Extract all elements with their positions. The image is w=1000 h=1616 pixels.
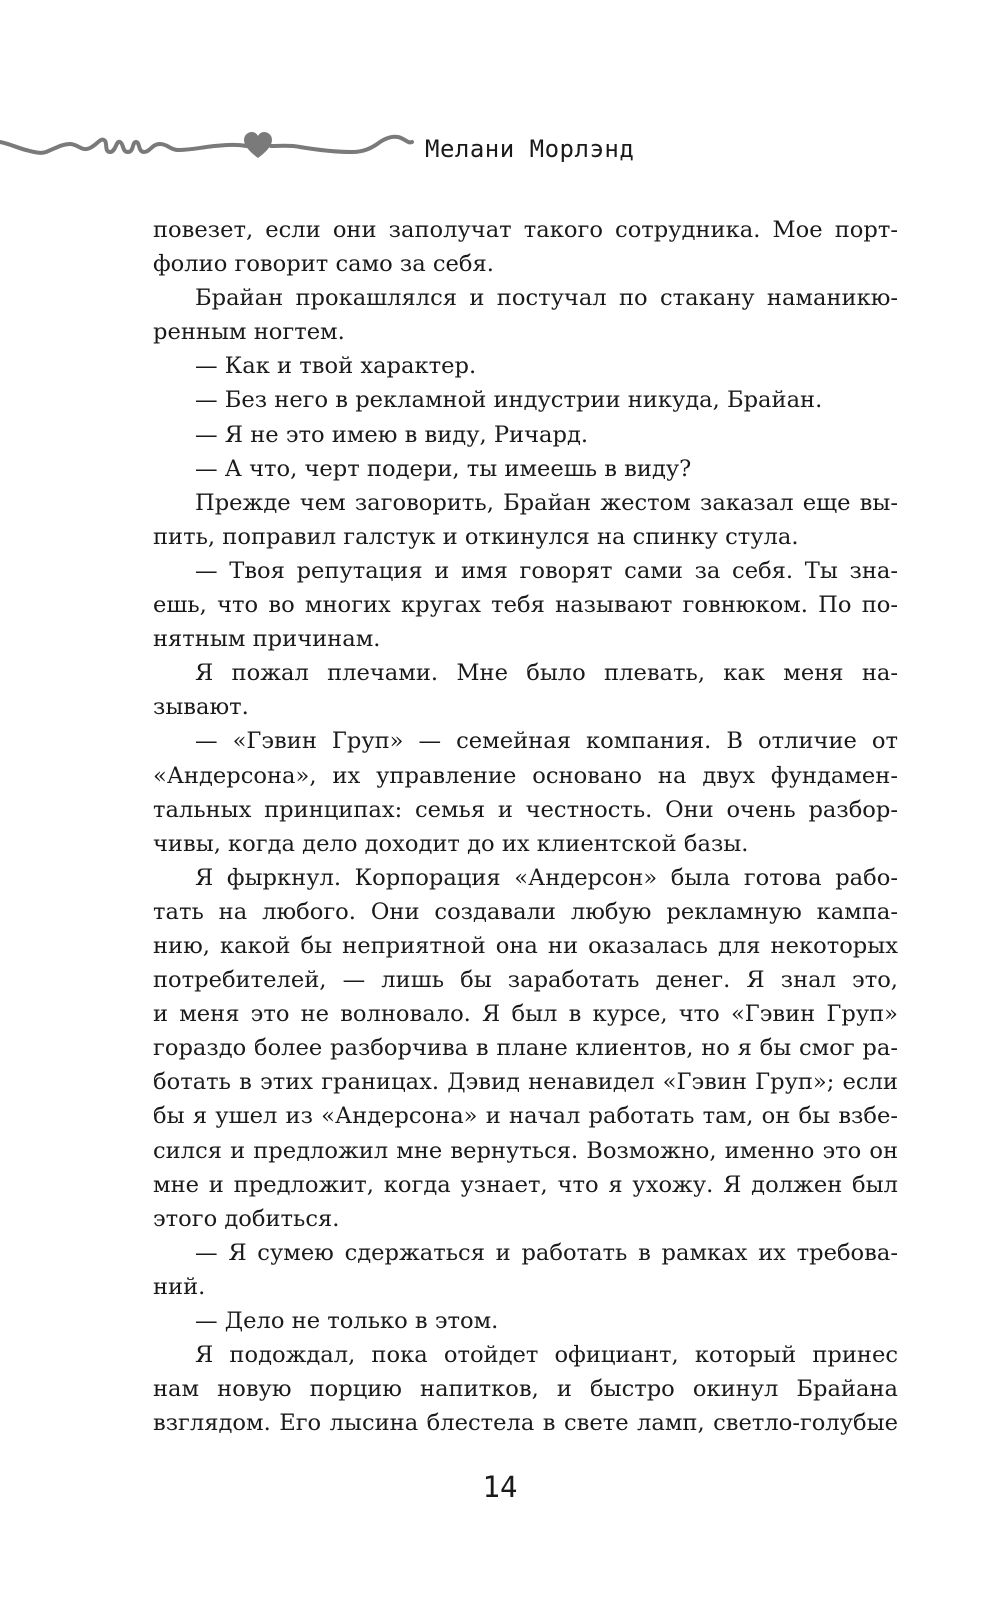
text-line: гораздо более разборчива в плане клиентов, но я бы смог ра-: [153, 1035, 898, 1062]
body-text: [153, 213, 898, 1440]
text-line: пить, поправил галстук и откинулся на спинку стула.: [153, 523, 799, 550]
text-line: повезет, если они заполучат такого сотрудника. Мое порт-: [153, 217, 898, 243]
text-line: — А что, черт подери, ты имеешь в виду?: [195, 455, 692, 482]
text-line: Я фыркнул. Корпорация «Андерсон» была готова рабо-: [195, 864, 898, 891]
page-number: 14: [482, 1470, 518, 1504]
text-line: — Дело не только в этом.: [195, 1308, 499, 1334]
text-line: Я пожал плечами. Мне было плевать, как меня на-: [195, 660, 898, 687]
text-line: фолио говорит само за себя.: [153, 251, 494, 278]
text-line: — «Гэвин Груп» — семейная компания. В отличие от: [195, 728, 898, 755]
text-line: мне и предложит, когда узнает, что я ухожу. Я должен был: [153, 1171, 898, 1198]
text-line: — Я сумею сдержаться и работать в рамках их требова-: [195, 1239, 898, 1266]
text-line: чивы, когда дело доходит до их клиентской базы.: [153, 830, 749, 857]
text-line: и меня это не волновало. Я был в курсе, что «Гэвин Груп»: [153, 1001, 898, 1028]
text-line: ний.: [153, 1273, 206, 1300]
text-line: нятным причинам.: [153, 626, 381, 653]
text-line: Прежде чем заговорить, Брайан жестом заказал еще вы-: [195, 489, 898, 516]
heart-icon: [244, 132, 272, 158]
text-line: Брайан прокашлялся и постучал по стакану наманикю-: [195, 285, 898, 312]
text-line: зывают.: [153, 694, 249, 721]
text-line: потребителей, — лишь бы заработать денег. Я знал это,: [153, 967, 898, 994]
text-line: ботать в этих границах. Дэвид ненавидел «Гэвин Груп»; если: [153, 1069, 898, 1096]
text-line: тальных принципах: семья и честность. Они очень разбор-: [153, 796, 898, 823]
text-line: этого добиться.: [153, 1205, 340, 1232]
text-line: — Я не это имею в виду, Ричард.: [195, 421, 589, 448]
text-line: ешь, что во многих кругах тебя называют говнюком. По по-: [153, 592, 898, 619]
text-line: ренным ногтем.: [153, 319, 345, 346]
text-line: нию, какой бы неприятной она ни оказалась для некоторых: [153, 932, 898, 959]
text-line: «Андерсона», их управление основано на двух фундамен-: [153, 762, 898, 789]
text-line: Я подождал, пока отойдет официант, который принес: [195, 1342, 898, 1369]
running-header: [0, 118, 1000, 178]
running-head-author: Мелани Морлэнд: [425, 135, 635, 163]
text-line: — Твоя репутация и имя говорят сами за себя. Ты зна-: [195, 557, 898, 584]
text-line: бы я ушел из «Андерсона» и начал работать там, он бы взбе-: [153, 1103, 898, 1130]
text-line: взглядом. Его лысина блестела в свете ламп, светло-голубые: [153, 1410, 898, 1437]
text-line: — Без него в рекламной индустрии никуда, Брайан.: [195, 387, 823, 414]
text-line: тать на любого. Они создавали любую рекламную кампа-: [153, 898, 898, 925]
text-line: — Как и твой характер.: [195, 353, 477, 380]
text-line: сился и предложил мне вернуться. Возможно, именно это он: [153, 1137, 898, 1164]
text-line: нам новую порцию напитков, и быстро окинул Брайана: [153, 1376, 898, 1403]
